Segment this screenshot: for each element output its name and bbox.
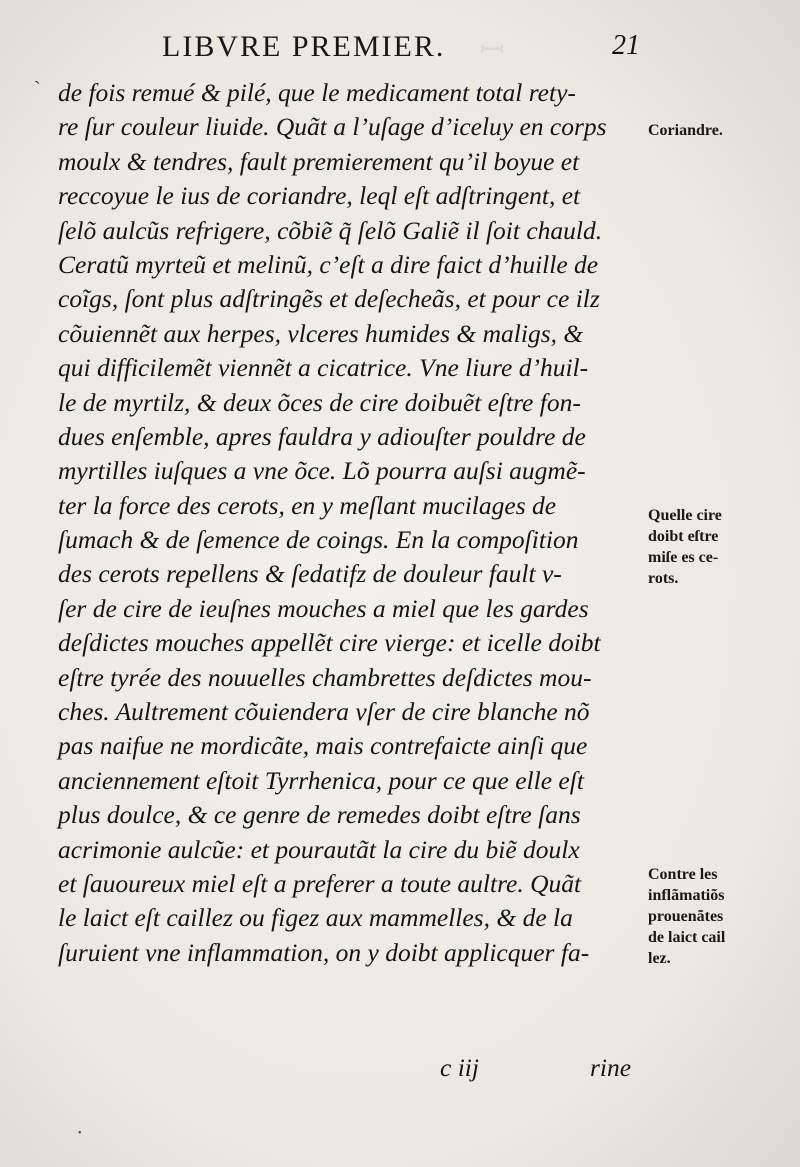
text-line: moulx & tendres, fault premierement qu’il boyue et — [58, 146, 580, 176]
catchword: rine — [590, 1053, 632, 1082]
text-line: de fois remué & pilé, que le medicament total rety- — [58, 78, 576, 107]
text-line: coĩgs, ſont plus adſtringẽs et deſecheãs, et pour ce ilz — [58, 284, 600, 314]
footer-line — [440, 1053, 640, 1083]
margin-note-line: de laict cail — [648, 929, 726, 946]
margin-note-line: Coriandre. — [648, 122, 723, 139]
margin-note-line: rots. — [648, 570, 679, 587]
stray-ink-dot: • — [78, 1128, 82, 1139]
stray-ink-mark: ˋ — [34, 78, 41, 100]
margin-note-coriandre — [648, 120, 798, 141]
text-line: et ſauoureux miel eſt a preferer a toute aultre. Quãt — [58, 868, 582, 898]
margin-note-line: doibt eſtre — [648, 528, 719, 545]
text-line: Ceratũ myrteũ et melinũ, c’eſt a dire faict d’huille de — [58, 249, 599, 279]
margin-note-line: inflãmatiõs — [648, 887, 725, 904]
text-line: ſuruient vne inflammation, on y doibt applicquer fa- — [58, 937, 590, 967]
text-line: acrimonie aulcũe: et pourautãt la cire du biẽ doulx — [58, 834, 580, 864]
text-line: deſdictes mouches appellẽt cire vierge: et icelle doibt — [58, 628, 601, 658]
text-line: le de myrtilz, & deux õces de cire doibuẽt eſtre fon- — [58, 387, 581, 417]
text-line: ſumach & de ſemence de coings. En la compoſition — [58, 525, 579, 555]
text-line: ſelõ aulcũs refrigere, cõbiẽ q̃ ſelõ Galiẽ il ſoit chauld. — [58, 215, 603, 245]
text-line: anciennement eſtoit Tyrrhenica, pour ce que elle eſt — [58, 765, 584, 795]
signature-mark: c iij — [440, 1053, 479, 1082]
text-line: plus doulce, & ce genre de remedes doibt eſtre ſans — [58, 800, 581, 830]
margin-note-line: miſe es ce- — [648, 549, 719, 566]
text-line: eſtre tyrée des nouuelles chambrettes deſdictes mou- — [58, 662, 592, 692]
running-title: LIBVRE PREMIER. — [162, 30, 446, 63]
text-line: ſer de cire de ieuſnes mouches a miel que les gardes — [58, 593, 589, 623]
text-line: ter la force des cerots, en y meſlant mucilages de — [58, 490, 557, 520]
text-line: re ſur couleur liuide. Quãt a l’uſage d’iceluy en corps — [58, 112, 607, 142]
margin-note-inflammations — [648, 864, 798, 969]
margin-note-quelle-cire — [648, 505, 798, 589]
margin-note-line: lez. — [648, 950, 671, 967]
margin-note-line: Contre les — [648, 866, 718, 883]
text-line: des cerots repellens & ſedatifz de douleur fault v- — [58, 559, 562, 589]
main-text-block — [58, 76, 643, 970]
folio-number: 21 — [612, 30, 640, 61]
text-line: cõuiennẽt aux herpes, vlceres humides & maligs, & — [58, 318, 584, 348]
text-line: myrtilles iuſques a vne õce. Lõ pourra auſsi augmẽ- — [58, 456, 586, 486]
margin-note-line: prouenãtes — [648, 908, 724, 925]
text-line: reccoyue le ius de coriandre, leql eſt adſtringent, et — [58, 181, 581, 211]
text-line: ches. Aultrement cõuiendera vſer de cire blanche nõ — [58, 697, 590, 727]
margin-note-line: Quelle cire — [648, 507, 722, 524]
bleed-through-show-through: ꟷ — [480, 33, 508, 68]
text-line: dues enſemble, apres fauldra y adiouſter pouldre de — [58, 421, 586, 451]
text-line: qui difficilemẽt viennẽt a cicatrice. Vne liure d’huil- — [58, 353, 589, 383]
text-line: pas naifue ne mordicãte, mais contrefaicte ainſi que — [58, 731, 588, 761]
text-line: le laict eſt caillez ou figez aux mammelles, & de la — [58, 903, 573, 933]
